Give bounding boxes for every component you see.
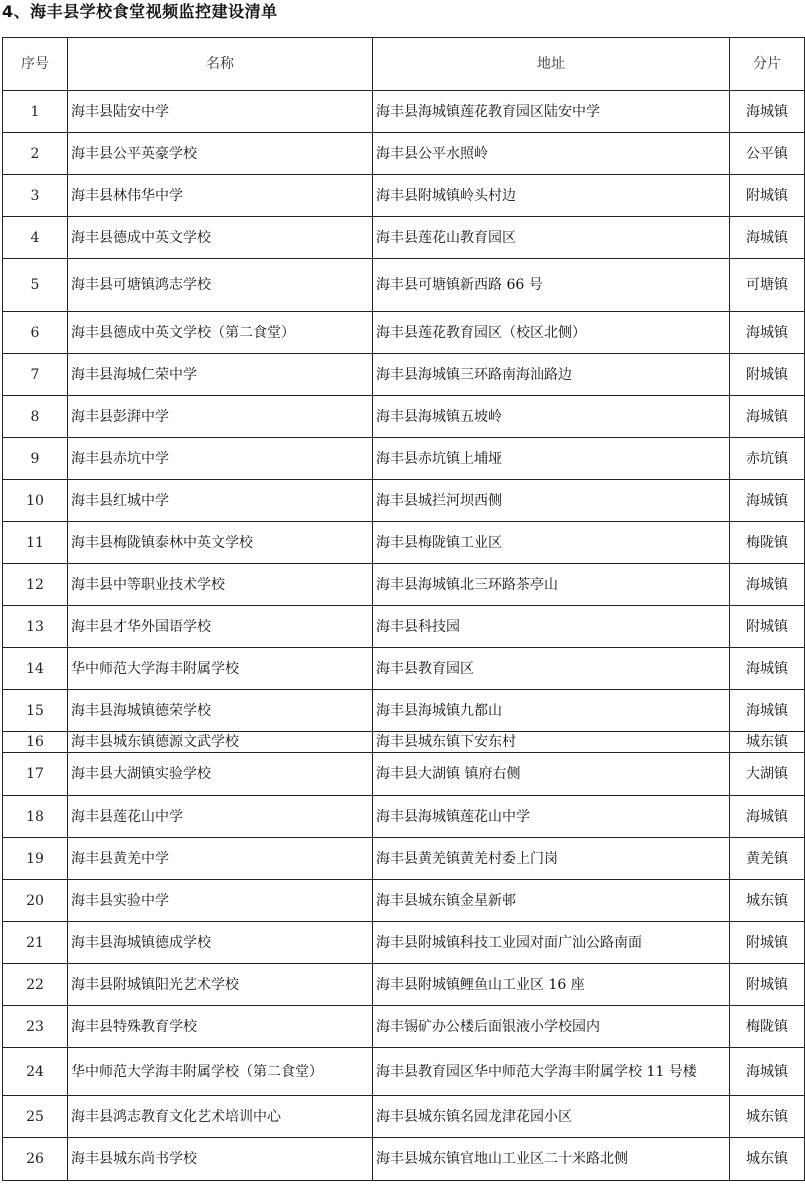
school-name: 海丰县中等职业技术学校	[68, 564, 373, 606]
school-address: 海丰县海城镇三环路南海汕路边	[373, 354, 730, 396]
table-row	[3, 259, 805, 312]
table-row	[3, 312, 805, 354]
row-number: 4	[3, 217, 68, 259]
school-address: 海丰县附城镇科技工业园对面广汕公路南面	[373, 922, 730, 964]
school-address: 海丰县教育园区	[373, 648, 730, 690]
school-address: 海丰县附城镇鲤鱼山工业区 16 座	[373, 964, 730, 1006]
district: 附城镇	[730, 964, 805, 1006]
school-canteen-table	[2, 37, 805, 1181]
row-number: 12	[3, 564, 68, 606]
row-number: 6	[3, 312, 68, 354]
district: 海城镇	[730, 796, 805, 838]
header-address: 地址	[373, 38, 730, 91]
school-address: 海丰县海城镇五坡岭	[373, 396, 730, 438]
district: 海城镇	[730, 564, 805, 606]
school-name: 海丰县赤坑中学	[68, 438, 373, 480]
row-number: 24	[3, 1048, 68, 1096]
row-number: 13	[3, 606, 68, 648]
district: 城东镇	[730, 880, 805, 922]
school-name: 海丰县才华外国语学校	[68, 606, 373, 648]
district: 赤坑镇	[730, 438, 805, 480]
school-name: 海丰县城东镇德源文武学校	[68, 732, 373, 753]
school-address: 海丰县城东镇下安东村	[373, 732, 730, 753]
table-row	[3, 690, 805, 732]
district: 梅陇镇	[730, 1006, 805, 1048]
table-row	[3, 1096, 805, 1138]
row-number: 23	[3, 1006, 68, 1048]
district: 海城镇	[730, 217, 805, 259]
row-number: 10	[3, 480, 68, 522]
school-address: 海丰县黄羌镇黄羌村委上门岗	[373, 838, 730, 880]
school-name: 海丰县附城镇阳光艺术学校	[68, 964, 373, 1006]
school-name: 海丰县德成中英文学校	[68, 217, 373, 259]
school-name: 海丰县黄羌中学	[68, 838, 373, 880]
table-body	[3, 91, 805, 1181]
district: 附城镇	[730, 354, 805, 396]
table-row	[3, 606, 805, 648]
row-number: 15	[3, 690, 68, 732]
school-address: 海丰县海城镇九都山	[373, 690, 730, 732]
row-number: 2	[3, 133, 68, 175]
school-address: 海丰县大湖镇 镇府右侧	[373, 753, 730, 796]
row-number: 5	[3, 259, 68, 312]
row-number: 17	[3, 753, 68, 796]
school-address: 海丰县可塘镇新西路 66 号	[373, 259, 730, 312]
district: 海城镇	[730, 1048, 805, 1096]
row-number: 8	[3, 396, 68, 438]
school-name: 海丰县德成中英文学校（第二食堂）	[68, 312, 373, 354]
school-name: 海丰县城东尚书学校	[68, 1138, 373, 1181]
row-number: 16	[3, 732, 68, 753]
school-address: 海丰县公平水照岭	[373, 133, 730, 175]
district: 海城镇	[730, 91, 805, 133]
row-number: 19	[3, 838, 68, 880]
table-row	[3, 133, 805, 175]
school-name: 华中师范大学海丰附属学校	[68, 648, 373, 690]
row-number: 22	[3, 964, 68, 1006]
school-name: 海丰县实验中学	[68, 880, 373, 922]
table-row	[3, 175, 805, 217]
school-address: 海丰县梅陇镇工业区	[373, 522, 730, 564]
school-address: 海丰县城东镇官地山工业区二十米路北侧	[373, 1138, 730, 1181]
table-row	[3, 438, 805, 480]
table-row	[3, 1006, 805, 1048]
school-address: 海丰县城东镇金星新邨	[373, 880, 730, 922]
row-number: 25	[3, 1096, 68, 1138]
table-row	[3, 964, 805, 1006]
district: 可塘镇	[730, 259, 805, 312]
district: 附城镇	[730, 922, 805, 964]
table-row	[3, 732, 805, 753]
row-number: 20	[3, 880, 68, 922]
school-name: 海丰县梅陇镇泰林中英文学校	[68, 522, 373, 564]
row-number: 3	[3, 175, 68, 217]
header-name: 名称	[68, 38, 373, 91]
row-number: 18	[3, 796, 68, 838]
table-row	[3, 1138, 805, 1181]
district: 城东镇	[730, 1096, 805, 1138]
table-row	[3, 796, 805, 838]
district: 梅陇镇	[730, 522, 805, 564]
school-name: 海丰县陆安中学	[68, 91, 373, 133]
school-name: 海丰县大湖镇实验学校	[68, 753, 373, 796]
school-address: 海丰县科技园	[373, 606, 730, 648]
school-name: 海丰县鸿志教育文化艺术培训中心	[68, 1096, 373, 1138]
table-row	[3, 648, 805, 690]
school-name: 海丰县彭湃中学	[68, 396, 373, 438]
table-header-row	[3, 38, 805, 91]
table-row	[3, 480, 805, 522]
school-address: 海丰县海城镇莲花山中学	[373, 796, 730, 838]
table-row	[3, 753, 805, 796]
district: 大湖镇	[730, 753, 805, 796]
row-number: 1	[3, 91, 68, 133]
district: 海城镇	[730, 396, 805, 438]
district: 海城镇	[730, 312, 805, 354]
table-row	[3, 880, 805, 922]
district: 城东镇	[730, 1138, 805, 1181]
school-address: 海丰县海城镇莲花教育园区陆安中学	[373, 91, 730, 133]
document-title: 4、海丰县学校食堂视频监控建设清单	[2, 2, 278, 21]
school-address: 海丰县海城镇北三环路茶亭山	[373, 564, 730, 606]
table-row	[3, 922, 805, 964]
district: 公平镇	[730, 133, 805, 175]
school-address: 海丰县赤坑镇上埔垭	[373, 438, 730, 480]
school-name: 海丰县红城中学	[68, 480, 373, 522]
header-no: 序号	[3, 38, 68, 91]
school-name: 华中师范大学海丰附属学校（第二食堂）	[68, 1048, 373, 1096]
school-name: 海丰县林伟华中学	[68, 175, 373, 217]
row-number: 7	[3, 354, 68, 396]
header-area: 分片	[730, 38, 805, 91]
table-row	[3, 838, 805, 880]
school-name: 海丰县可塘镇鸿志学校	[68, 259, 373, 312]
district: 附城镇	[730, 175, 805, 217]
school-name: 海丰县公平英豪学校	[68, 133, 373, 175]
table-row	[3, 354, 805, 396]
row-number: 21	[3, 922, 68, 964]
district: 黄羌镇	[730, 838, 805, 880]
row-number: 11	[3, 522, 68, 564]
row-number: 9	[3, 438, 68, 480]
district: 海城镇	[730, 648, 805, 690]
school-address: 海丰县城拦河坝西侧	[373, 480, 730, 522]
school-name: 海丰县海城仁荣中学	[68, 354, 373, 396]
school-name: 海丰县海城镇德成学校	[68, 922, 373, 964]
school-address: 海丰县莲花山教育园区	[373, 217, 730, 259]
school-name: 海丰县特殊教育学校	[68, 1006, 373, 1048]
school-address: 海丰县城东镇名园龙津花园小区	[373, 1096, 730, 1138]
school-address: 海丰县教育园区华中师范大学海丰附属学校 11 号楼	[373, 1048, 730, 1096]
school-address: 海丰锡矿办公楼后面银液小学校园内	[373, 1006, 730, 1048]
table-row	[3, 217, 805, 259]
school-name: 海丰县莲花山中学	[68, 796, 373, 838]
district: 城东镇	[730, 732, 805, 753]
school-name: 海丰县海城镇德荣学校	[68, 690, 373, 732]
table-row	[3, 396, 805, 438]
school-address: 海丰县莲花教育园区（校区北侧）	[373, 312, 730, 354]
district: 海城镇	[730, 480, 805, 522]
table-row	[3, 91, 805, 133]
district: 海城镇	[730, 690, 805, 732]
row-number: 14	[3, 648, 68, 690]
table-row	[3, 522, 805, 564]
row-number: 26	[3, 1138, 68, 1181]
table-row	[3, 1048, 805, 1096]
district: 附城镇	[730, 606, 805, 648]
table-row	[3, 564, 805, 606]
school-address: 海丰县附城镇岭头村边	[373, 175, 730, 217]
